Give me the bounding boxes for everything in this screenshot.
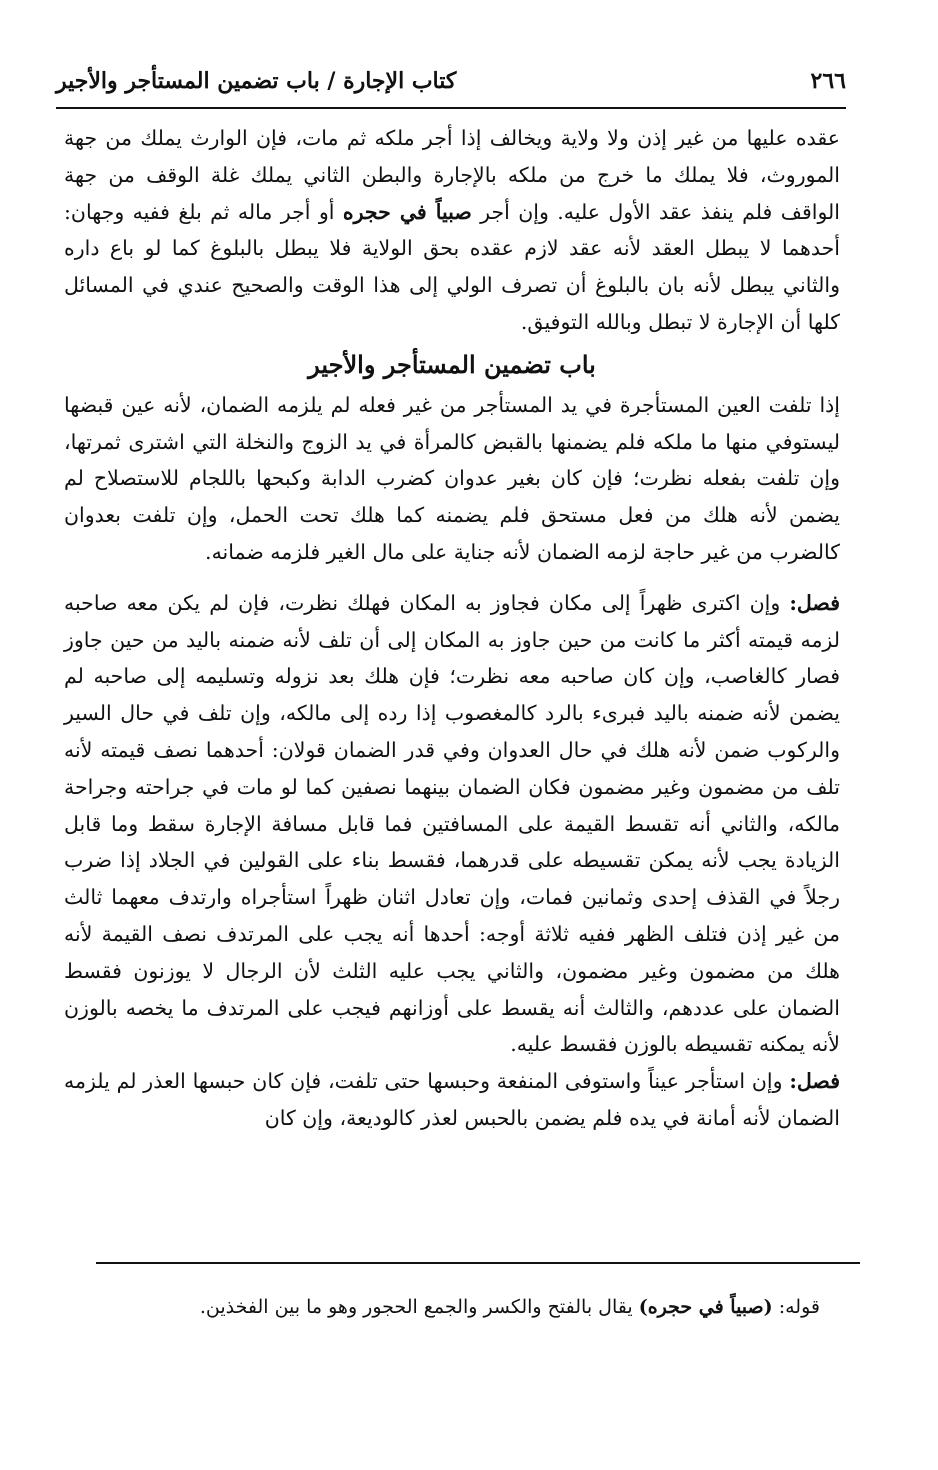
body-text	[64, 120, 840, 1137]
running-head	[56, 62, 846, 102]
paragraph-damage: إذا تلفت العين المستأجرة في يد المستأجر من غير فعله لم يلزمه الضمان، لأنه عين قبضها ليستوفي منها ما ملكه فلم يضمنها بالقبض كالمرأة في يد الزوج والنخلة التي اشترى ثمرتها، وإن تلفت بفعله نظرت؛ فإن كان بغير عدوان كضرب الدابة وكبحها باللجام للاستصلاح لم يضمن لأنه هلك من فعل مستحق فلم يضمنه كما هلك تحت الحمل، وإن تلفت بعدوان كالضرب من غير حاجة لزمه الضمان لأنه جناية على مال الغير فلزمه ضمانه.	[64, 392, 840, 564]
paragraph-fasl-2: فصل: وإن استأجر عيناً واستوفى المنفعة وحبسها حتى تلفت، فإن كان حبسها العذر لم يلزمه الضمان لأنه أمانة في يده فلم يضمن بالحبس لعذر كالوديعة، وإن كان	[64, 1069, 840, 1130]
section-heading: باب تضمين المستأجر والأجير	[308, 349, 596, 379]
paragraph-fasl-1: فصل: وإن اكترى ظهراً إلى مكان فجاوز به المكان فهلك نظرت، فإن لم يكن معه صاحبه لزمه قيمته أكثر ما كانت من حين جاوز به المكان إلى أن تلف لأنه ضمنه باليد من حين جاوز فصار كالغاصب، وإن كان صاحبه معه نظرت؛ فإن هلك بعد نزوله وتسليمه إلى صاحبه لم يضمن لأنه ضمنه باليد فبرىء بالرد كالمغصوب إذا رده إلى مالكه، وإن تلف في حال السير والركوب ضمن لأنه هلك في حال العدوان وفي قدر الضمان قولان: أحدهما نصف قيمته لأنه تلف من مضمون وغير مضمون فكان الضمان بينهما نصفين كما لو مات في جراحته وجراحة مالكه، والثاني أنه تقسط القيمة على المسافتين فما قابل مسافة الإجارة سقط وما قابل الزيادة يجب لأنه يمكن تقسيطه على قدرهما، فقسط بناء على القولين في الجلاد إذا ضرب رجلاً في القذف إحدى وثمانين فمات، وإن تعادل اثنان ظهراً استأجراه وارتدف معهما ثالث من غير إذن فتلف الظهر ففيه ثلاثة أوجه: أحدها أنه يجب على المرتدف نصف القيمة لأنه هلك من مضمون وغير مضمون، والثاني يجب عليه الثلث لأن الرجال لا يوزنون فقسط الضمان على عددهم، والثالث أنه يقسط على أوزانهم فيجب على المرتدف ما يخصه بالوزن لأنه يمكنه تقسيطه بالوزن فقسط عليه.	[64, 590, 840, 1057]
footnote-term: (صبياً في حجره)	[638, 1296, 773, 1318]
footnote-rule	[96, 1262, 860, 1264]
keyword-sabiyyan: صبياً في حجره	[342, 199, 472, 224]
paragraph-continuation: عقده عليها من غير إذن ولا ولاية ويخالف إذا أجر ملكه ثم مات، فإن الوارث يملك من جهة الموروث، فلا يملك ما خرج من ملكه بالإجارة والبطن الثاني يملك غلة الوقف من جهة الواقف فلم ينفذ عقد الأول عليه. وإن أجر صبياً في حجره أو أجر ماله ثم بلغ ففيه وجهان: أحدهما لا يبطل العقد لأنه عقد لازم عقده بحق الولاية فلا يبطل بالبلوغ كما لو باع داره والثاني يبطل لأنه بان بالبلوغ أن تصرف الولي إلى هذا الوقت والصحيح عندي في المسائل كلها أن الإجارة لا تبطل وبالله التوفيق.	[64, 126, 840, 334]
running-title: كتاب الإجارة / باب تضمين المستأجر والأجير	[56, 68, 457, 94]
fasl-label: فصل:	[789, 1069, 840, 1094]
page-number: ٢٦٦	[810, 68, 846, 94]
header-rule	[56, 107, 846, 109]
fasl-label: فصل:	[789, 590, 840, 615]
footnote: قوله: (صبياً في حجره) يقال بالفتح والكسر والجمع الحجور وهو ما بين الفخذين.	[199, 1296, 820, 1318]
